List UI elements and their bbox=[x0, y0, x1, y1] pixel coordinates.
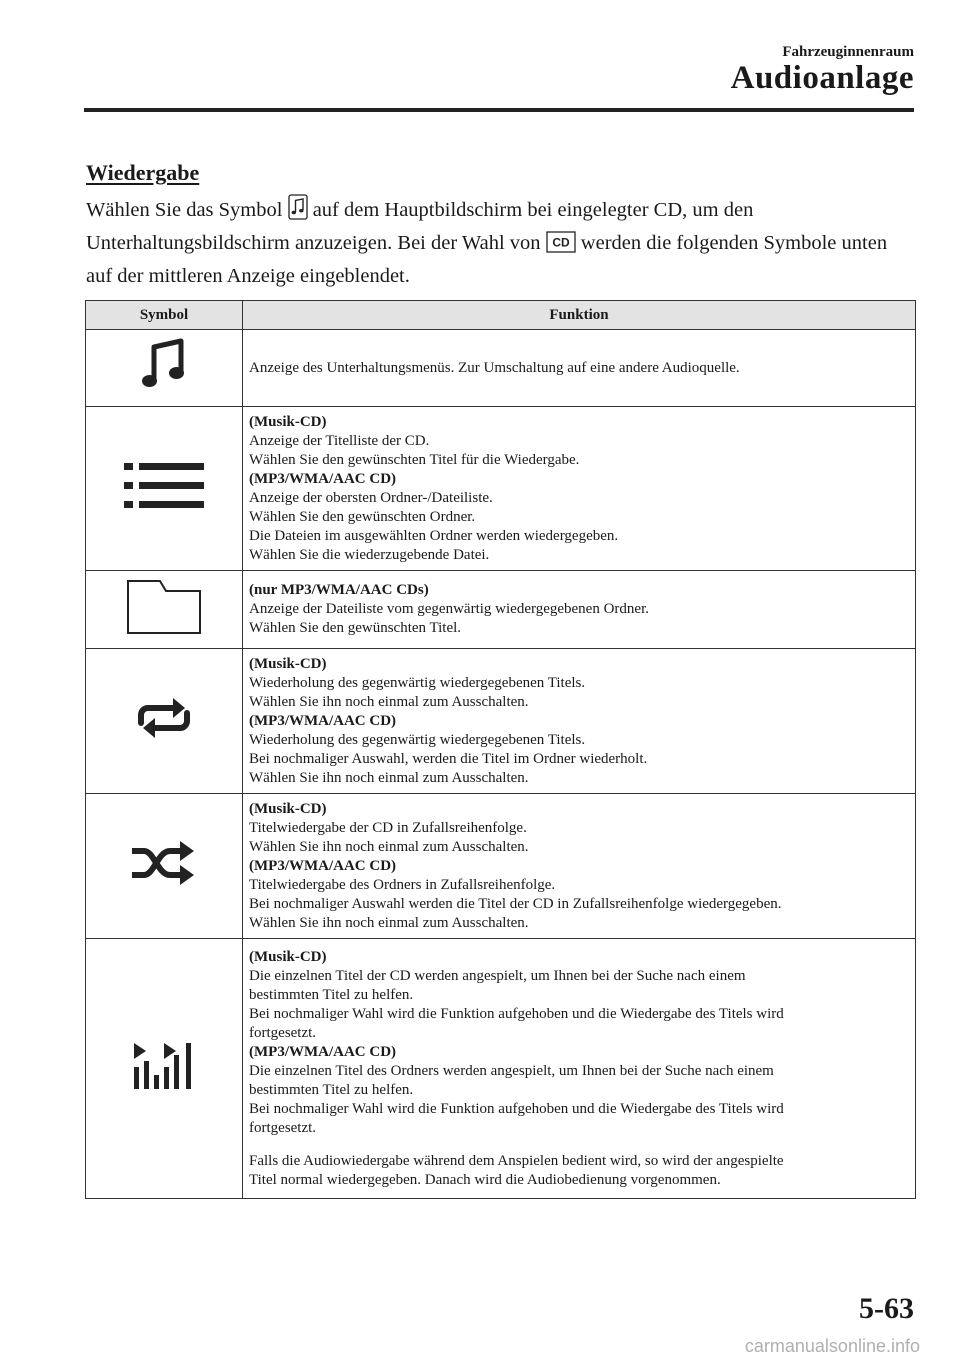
column-symbol-header: Symbol bbox=[86, 301, 243, 330]
header-section: Fahrzeuginnenraum bbox=[782, 44, 914, 60]
function-cell bbox=[243, 649, 916, 794]
cd-icon-label: CD bbox=[552, 235, 570, 250]
function-subheading: (Musik-CD) bbox=[249, 948, 327, 965]
function-subheading: (MP3/WMA/AAC CD) bbox=[249, 1043, 397, 1060]
function-line: Titelwiedergabe des Ordners in Zufallsreihenfolge. bbox=[249, 876, 556, 893]
function-table bbox=[85, 300, 916, 1199]
function-line: Bei nochmaliger Auswahl werden die Titel der CD in Zufallsreihenfolge wiedergegeben. bbox=[249, 895, 782, 912]
function-subheading: (nur MP3/WMA/AAC CDs) bbox=[249, 582, 429, 598]
function-cell bbox=[243, 571, 916, 649]
table-header-row bbox=[86, 301, 916, 330]
function-line: fortgesetzt. bbox=[249, 1119, 317, 1136]
table-row bbox=[86, 649, 916, 794]
music-note-icon bbox=[139, 381, 189, 397]
page-number: 5-63 bbox=[859, 1292, 914, 1325]
function-line: Falls die Audiowiedergabe während dem Anspielen bedient wird, so wird der angespielte bbox=[249, 1152, 784, 1169]
function-subheading: (MP3/WMA/AAC CD) bbox=[249, 857, 397, 874]
symbol-cell bbox=[86, 571, 243, 649]
function-line: Die einzelnen Titel des Ordners werden angespielt, um Ihnen bei der Suche nach einem bbox=[249, 1062, 774, 1079]
function-line: Die einzelnen Titel der CD werden angespielt, um Ihnen bei der Suche nach einem bbox=[249, 967, 746, 984]
intro-text-3: werden die folgenden Symbole unten auf der mittleren Anzeige eingeblendet. bbox=[86, 232, 888, 287]
function-line: Wählen Sie den gewünschten Ordner. bbox=[249, 508, 476, 525]
table-row bbox=[86, 939, 916, 1199]
header-title: Audioanlage bbox=[730, 60, 914, 96]
symbol-cell bbox=[86, 407, 243, 571]
function-line: Anzeige der Dateiliste vom gegenwärtig wiedergegebenen Ordner. bbox=[249, 601, 649, 617]
function-line: bestimmten Titel zu helfen. bbox=[249, 986, 414, 1003]
function-subheading: (MP3/WMA/AAC CD) bbox=[249, 470, 397, 487]
function-cell bbox=[243, 330, 916, 407]
function-line: Titelwiedergabe der CD in Zufallsreihenfolge. bbox=[249, 819, 527, 836]
function-line: fortgesetzt. bbox=[249, 1024, 317, 1041]
folder-icon bbox=[126, 623, 202, 639]
function-line: Wiederholung des gegenwärtig wiedergegebenen Titels. bbox=[249, 674, 586, 691]
function-line: bestimmten Titel zu helfen. bbox=[249, 1081, 414, 1098]
function-cell bbox=[243, 407, 916, 571]
shuffle-icon bbox=[128, 875, 200, 891]
watermark: carmanualsonline.info bbox=[744, 1336, 920, 1356]
table-row bbox=[86, 330, 916, 407]
table-row bbox=[86, 794, 916, 939]
function-line: Titel normal wiedergegeben. Danach wird die Audiobedienung vorgenommen. bbox=[249, 1171, 721, 1188]
function-line: Wählen Sie ihn noch einmal zum Ausschalten. bbox=[249, 693, 529, 710]
function-line: Wählen Sie die wiederzugebende Datei. bbox=[249, 546, 490, 563]
function-subheading: (Musik-CD) bbox=[249, 655, 327, 672]
symbol-cell bbox=[86, 330, 243, 407]
function-line: Wählen Sie ihn noch einmal zum Ausschalten. bbox=[249, 769, 529, 786]
table-row bbox=[86, 571, 916, 649]
header-rule bbox=[84, 108, 914, 112]
symbol-cell bbox=[86, 939, 243, 1199]
function-line: Anzeige der Titelliste der CD. bbox=[249, 432, 430, 449]
repeat-icon bbox=[131, 728, 197, 744]
list-icon bbox=[124, 499, 204, 515]
function-subheading: (Musik-CD) bbox=[249, 413, 327, 430]
symbol-cell bbox=[86, 649, 243, 794]
function-line: Die Dateien im ausgewählten Ordner werden wiedergegeben. bbox=[249, 527, 619, 544]
symbol-cell bbox=[86, 794, 243, 939]
cd-icon bbox=[546, 231, 576, 262]
intro-text-2: auf dem Hauptbildschirm bei eingelegter CD, um den Unterhaltungsbildschirm anzuzeigen. Bei der Wahl von bbox=[86, 199, 754, 254]
table-row bbox=[86, 407, 916, 571]
music-note-icon bbox=[288, 194, 308, 229]
function-line: Anzeige der obersten Ordner-/Dateiliste. bbox=[249, 489, 493, 506]
function-line: Wählen Sie ihn noch einmal zum Ausschalten. bbox=[249, 914, 529, 931]
section-title: Wiedergabe bbox=[86, 160, 200, 185]
function-subheading: (MP3/WMA/AAC CD) bbox=[249, 712, 397, 729]
function-cell bbox=[243, 939, 916, 1199]
scan-icon bbox=[134, 1079, 194, 1095]
function-cell bbox=[243, 794, 916, 939]
function-text: Anzeige des Unterhaltungsmenüs. Zur Umschaltung auf eine andere Audioquelle. bbox=[249, 359, 740, 376]
function-line: Bei nochmaliger Auswahl, werden die Titel im Ordner wiederholt. bbox=[249, 750, 648, 767]
function-line: Wählen Sie ihn noch einmal zum Ausschalten. bbox=[249, 838, 529, 855]
column-function-header: Funktion bbox=[243, 301, 916, 330]
function-line: Wiederholung des gegenwärtig wiedergegebenen Titels. bbox=[249, 731, 586, 748]
paragraph-gap bbox=[249, 1138, 909, 1152]
intro-paragraph bbox=[86, 194, 916, 291]
function-line: Bei nochmaliger Wahl wird die Funktion aufgehoben und die Wiedergabe des Titels wird bbox=[249, 1005, 784, 1022]
function-line: Wählen Sie den gewünschten Titel. bbox=[249, 620, 462, 636]
function-line: Wählen Sie den gewünschten Titel für die Wiedergabe. bbox=[249, 451, 580, 468]
function-line: Bei nochmaliger Wahl wird die Funktion aufgehoben und die Wiedergabe des Titels wird bbox=[249, 1100, 784, 1117]
intro-text-1: Wählen Sie das Symbol bbox=[86, 199, 288, 221]
function-subheading: (Musik-CD) bbox=[249, 800, 327, 817]
